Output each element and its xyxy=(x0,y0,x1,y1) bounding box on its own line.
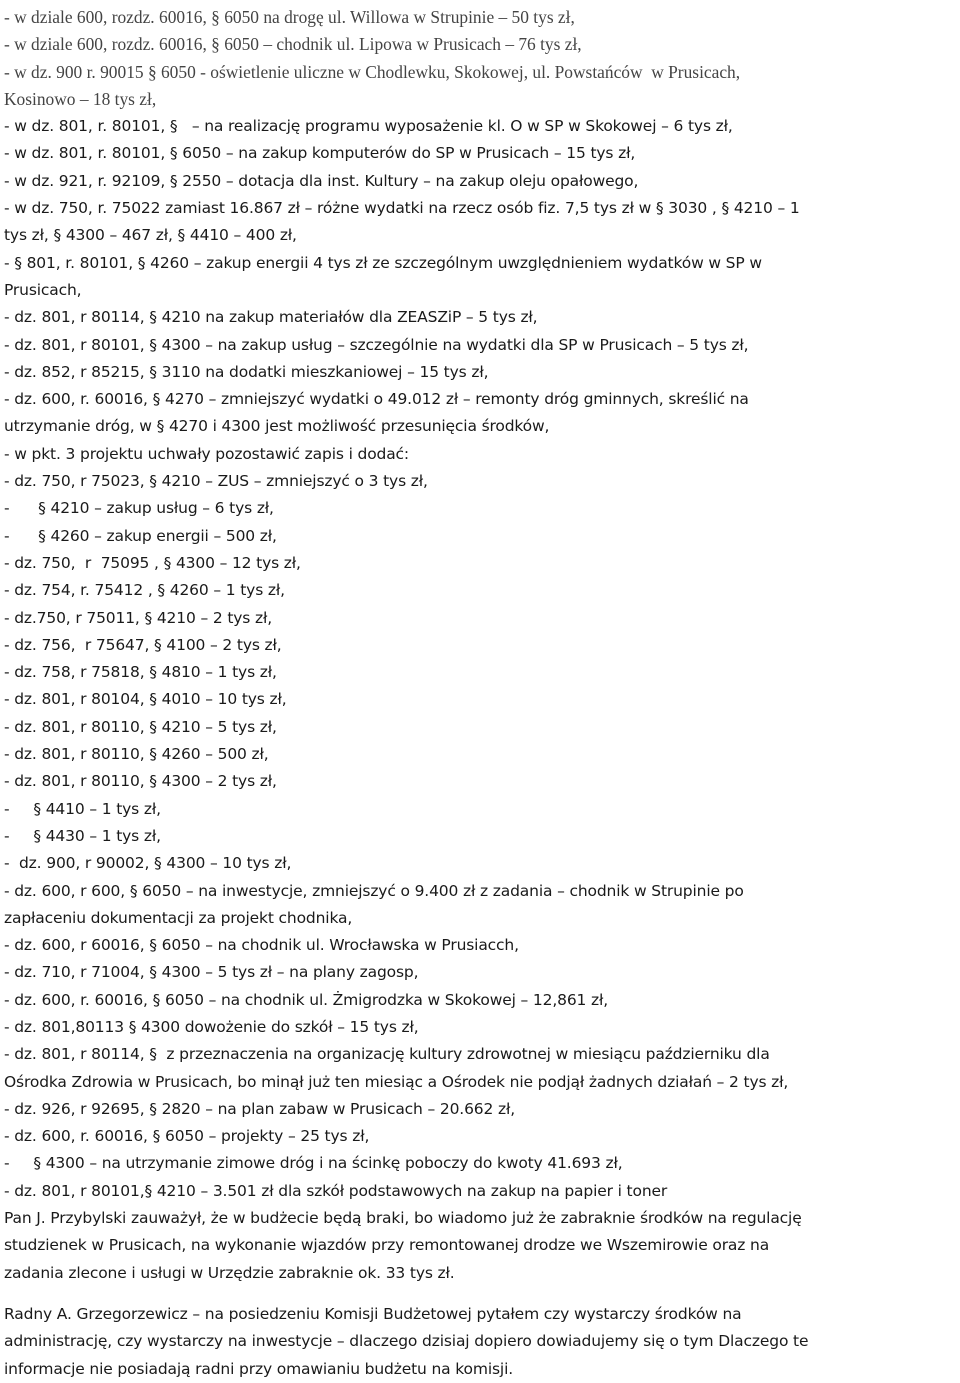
text-line: studzienek w Prusicach, na wykonanie wjazdów przy remontowanej drodze we Wszemirowie oraz na xyxy=(4,1236,770,1255)
text-line: - dz. 801, r 80114, § z przeznaczenia na organizację kultury zdrowotnej w miesiącu październiku dla xyxy=(4,1045,770,1064)
text-line: - dz. 600, r. 60016, § 6050 – na chodnik ul. Żmigrodzka w Skokowej – 12,861 zł, xyxy=(4,990,609,1009)
text-line: - dz. 801, r 80101, § 4300 – na zakup usług – szczególnie na wydatki dla SP w Prusicach – 5 tys zł, xyxy=(4,335,749,354)
text-line: - w dz. 921, r. 92109, § 2550 – dotacja dla inst. Kultury – na zakup oleju opałowego, xyxy=(4,171,639,190)
text-line: - w dz. 801, r. 80101, § 6050 – na zakup komputerów do SP w Prusicach – 15 tys zł, xyxy=(4,144,636,163)
text-line: Kosinowo – 18 tys zł, xyxy=(4,88,157,109)
text-line: - § 4430 – 1 tys zł, xyxy=(4,826,161,845)
paragraph-gap xyxy=(4,1287,956,1301)
text-line: administrację, czy wystarczy na inwestycje – dlaczego dzisiaj dopiero dowiadujemy się o tym Dlaczego te xyxy=(4,1332,809,1351)
text-line: - dz. 926, r 92695, § 2820 – na plan zabaw w Prusicach – 20.662 zł, xyxy=(4,1099,516,1118)
text-line: - dz. 801, r 80110, § 4300 – 2 tys zł, xyxy=(4,772,277,791)
text-line: - § 4410 – 1 tys zł, xyxy=(4,799,161,818)
text-line: - dz. 756, r 75647, § 4100 – 2 tys zł, xyxy=(4,635,282,654)
text-line: tys zł, § 4300 – 467 zł, § 4410 – 400 zł, xyxy=(4,226,297,245)
text-line: zapłaceniu dokumentacji za projekt chodnika, xyxy=(4,908,353,927)
text-line: - dz. 750, r 75023, § 4210 – ZUS – zmniejszyć o 3 tys zł, xyxy=(4,472,428,491)
text-line: - dz. 600, r. 60016, § 4270 – zmniejszyć wydatki o 49.012 zł – remonty dróg gminnych, skreślić na xyxy=(4,390,749,409)
text-line: - dz. 852, r 85215, § 3110 na dodatki mieszkaniowej – 15 tys zł, xyxy=(4,362,489,381)
text-line: - dz. 801, r 80104, § 4010 – 10 tys zł, xyxy=(4,690,287,709)
text-line: Pan J. Przybylski zauważył, że w budżecie będą braki, bo wiadomo już że zabraknie środków na regulację xyxy=(4,1209,802,1228)
text-line: - w dz. 801, r. 80101, § – na realizację programu wyposażenie kl. O w SP w Skokowej – 6 tys zł, xyxy=(4,117,733,136)
text-line: - w dziale 600, rozdz. 60016, § 6050 na drogę ul. Willowa w Strupinie – 50 tys zł, xyxy=(4,7,575,27)
text-line: Ośrodka Zdrowia w Prusicach, bo minął już ten miesiąc a Ośrodek nie podjął żadnych działań – 2 tys zł, xyxy=(4,1072,789,1091)
text-line: - dz.750, r 75011, § 4210 – 2 tys zł, xyxy=(4,608,273,627)
text-line: Radny A. Grzegorzewicz – na posiedzeniu Komisji Budżetowej pytałem czy wystarczy środków na xyxy=(4,1304,742,1323)
text-line: - dz. 758, r 75818, § 4810 – 1 tys zł, xyxy=(4,663,277,682)
text-line: - dz. 801, r 80110, § 4260 – 500 zł, xyxy=(4,745,269,764)
text-line: utrzymanie dróg, w § 4270 i 4300 jest możliwość przesunięcia środków, xyxy=(4,417,550,436)
text-line: informacje nie posiadają radni przy omawianiu budżetu na komisji. xyxy=(4,1359,514,1378)
text-line: - dz. 600, r 60016, § 6050 – na chodnik ul. Wrocławska w Prusiacch, xyxy=(4,936,519,955)
text-line: Prusicach, xyxy=(4,280,82,299)
text-line: - dz. 600, r. 60016, § 6050 – projekty – 25 tys zł, xyxy=(4,1127,370,1146)
text-line: - § 4260 – zakup energii – 500 zł, xyxy=(4,526,277,545)
text-line: - dz. 710, r 71004, § 4300 – 5 tys zł – na plany zagosp, xyxy=(4,963,419,982)
text-line: - dz. 900, r 90002, § 4300 – 10 tys zł, xyxy=(4,854,292,873)
text-line: - w dz. 750, r. 75022 zamiast 16.867 zł – różne wydatki na rzecz osób fiz. 7,5 tys zł w § 3030 , § 4210 – 1 xyxy=(4,199,800,218)
text-line: - dz. 754, r. 75412 , § 4260 – 1 tys zł, xyxy=(4,581,285,600)
amendment-list xyxy=(4,0,956,1287)
text-line: - § 4300 – na utrzymanie zimowe dróg i na ścinkę poboczy do kwoty 41.693 zł, xyxy=(4,1154,623,1173)
text-line: - dz. 801, r 80114, § 4210 na zakup materiałów dla ZEASZiP – 5 tys zł, xyxy=(4,308,538,327)
text-line: - dz. 801, r 80101,§ 4210 – 3.501 zł dla szkół podstawowych na zakup na papier i toner xyxy=(4,1181,668,1200)
text-line: - w pkt. 3 projektu uchwały pozostawić zapis i dodać: xyxy=(4,444,410,463)
text-line: - dz. 600, r 600, § 6050 – na inwestycje, zmniejszyć o 9.400 zł z zadania – chodnik w Strupinie po xyxy=(4,881,744,900)
text-line: - dz. 801, r 80110, § 4210 – 5 tys zł, xyxy=(4,717,277,736)
text-line: - w dz. 900 r. 90015 § 6050 - oświetlenie uliczne w Chodlewku, Skokowej, ul. Powstańców w Prusicach, xyxy=(4,61,741,82)
text-line: - w dziale 600, rozdz. 60016, § 6050 – chodnik ul. Lipowa w Prusicach – 76 tys zł, xyxy=(4,34,582,55)
councillor-statement xyxy=(4,1301,956,1383)
text-line: - § 4210 – zakup usług – 6 tys zł, xyxy=(4,499,274,518)
text-line: zadania zlecone i usługi w Urzędzie zabraknie ok. 33 tys zł. xyxy=(4,1263,455,1282)
text-line: - dz. 750, r 75095 , § 4300 – 12 tys zł, xyxy=(4,553,301,572)
text-line: - § 801, r. 80101, § 4260 – zakup energii 4 tys zł ze szczególnym uwzględnieniem wydatków w SP w xyxy=(4,253,762,272)
text-line: - dz. 801,80113 § 4300 dowożenie do szkół – 15 tys zł, xyxy=(4,1017,419,1036)
